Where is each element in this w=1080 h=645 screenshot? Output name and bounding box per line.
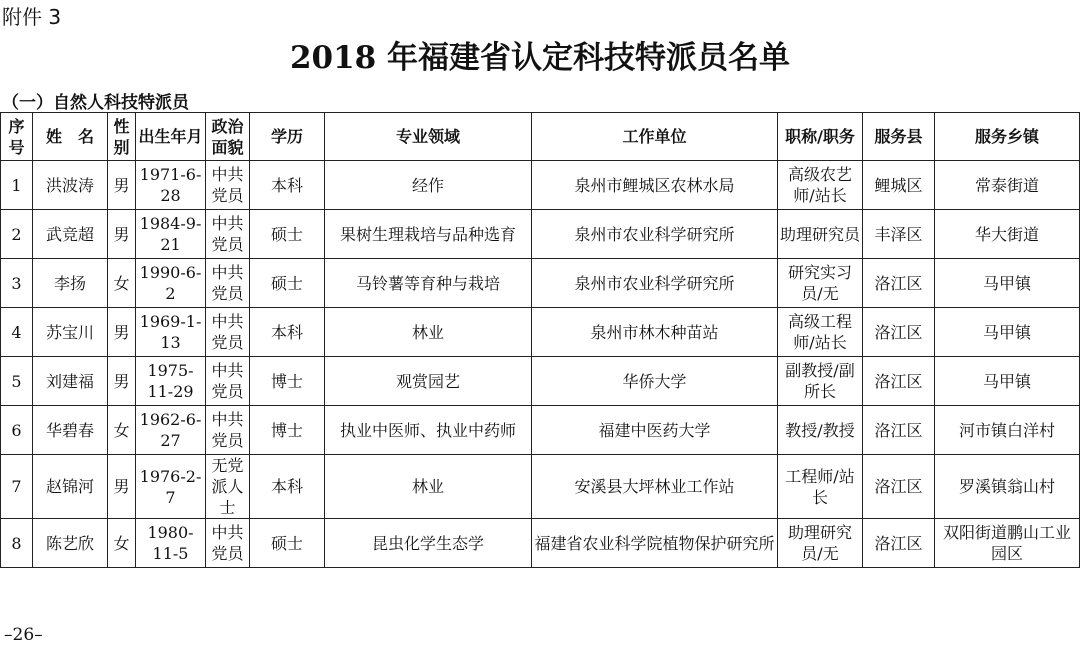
cell-birth: 1976-2-7 (136, 455, 206, 519)
cell-education: 博士 (250, 406, 325, 455)
cell-town: 马甲镇 (935, 308, 1080, 357)
cell-gender: 男 (108, 308, 136, 357)
col-header-field: 专业领域 (325, 113, 532, 161)
cell-employer: 福建中医药大学 (532, 406, 778, 455)
cell-employer: 泉州市农业科学研究所 (532, 210, 778, 259)
attachment-label: 附件 3 (2, 5, 62, 29)
cell-employer: 泉州市鲤城区农林水局 (532, 161, 778, 210)
cell-birth: 1962-6-27 (136, 406, 206, 455)
cell-education: 本科 (250, 161, 325, 210)
cell-name: 赵锦河 (33, 455, 108, 519)
cell-gender: 男 (108, 455, 136, 519)
cell-employer: 华侨大学 (532, 357, 778, 406)
cell-title: 教授/教授 (778, 406, 863, 455)
col-header-education: 学历 (250, 113, 325, 161)
cell-political: 中共党员 (206, 406, 250, 455)
cell-town: 马甲镇 (935, 259, 1080, 308)
cell-employer: 泉州市农业科学研究所 (532, 259, 778, 308)
cell-county: 洛江区 (863, 308, 935, 357)
cell-name: 苏宝川 (33, 308, 108, 357)
cell-index: 5 (1, 357, 33, 406)
col-header-gender: 性别 (108, 113, 136, 161)
cell-education: 硕士 (250, 210, 325, 259)
table-row (1, 455, 1080, 519)
cell-name: 洪波涛 (33, 161, 108, 210)
cell-index: 4 (1, 308, 33, 357)
cell-field: 林业 (325, 308, 532, 357)
cell-town: 罗溪镇翁山村 (935, 455, 1080, 519)
cell-birth: 1971-6-28 (136, 161, 206, 210)
cell-political: 无党派人士 (206, 455, 250, 519)
cell-field: 经作 (325, 161, 532, 210)
table-row (1, 308, 1080, 357)
col-header-political: 政治面貌 (206, 113, 250, 161)
col-header-county: 服务县 (863, 113, 935, 161)
cell-education: 本科 (250, 308, 325, 357)
cell-index: 6 (1, 406, 33, 455)
col-header-index: 序号 (1, 113, 33, 161)
cell-index: 3 (1, 259, 33, 308)
col-header-birth: 出生年月 (136, 113, 206, 161)
col-header-name: 姓 名 (33, 113, 108, 161)
table-row (1, 519, 1080, 568)
cell-field: 林业 (325, 455, 532, 519)
cell-county: 鲤城区 (863, 161, 935, 210)
cell-gender: 男 (108, 161, 136, 210)
cell-education: 本科 (250, 455, 325, 519)
cell-index: 8 (1, 519, 33, 568)
cell-town: 华大街道 (935, 210, 1080, 259)
cell-birth: 1990-6-2 (136, 259, 206, 308)
cell-birth: 1984-9-21 (136, 210, 206, 259)
cell-index: 1 (1, 161, 33, 210)
cell-title: 工程师/站长 (778, 455, 863, 519)
col-header-employer: 工作单位 (532, 113, 778, 161)
cell-field: 观赏园艺 (325, 357, 532, 406)
cell-county: 丰泽区 (863, 210, 935, 259)
table-row (1, 406, 1080, 455)
cell-name: 华碧春 (33, 406, 108, 455)
col-header-town: 服务乡镇 (935, 113, 1080, 161)
cell-employer: 福建省农业科学院植物保护研究所 (532, 519, 778, 568)
cell-town: 双阳街道鹏山工业园区 (935, 519, 1080, 568)
cell-town: 常泰街道 (935, 161, 1080, 210)
cell-index: 7 (1, 455, 33, 519)
table-header-row (1, 113, 1080, 161)
cell-county: 洛江区 (863, 357, 935, 406)
cell-political: 中共党员 (206, 308, 250, 357)
cell-county: 洛江区 (863, 519, 935, 568)
cell-political: 中共党员 (206, 259, 250, 308)
cell-title: 助理研究员 (778, 210, 863, 259)
table-row (1, 161, 1080, 210)
cell-town: 马甲镇 (935, 357, 1080, 406)
roster-table (0, 112, 1080, 568)
cell-title: 高级农艺师/站长 (778, 161, 863, 210)
cell-birth: 1980-11-5 (136, 519, 206, 568)
cell-county: 洛江区 (863, 406, 935, 455)
cell-field: 马铃薯等育种与栽培 (325, 259, 532, 308)
cell-field: 果树生理栽培与品种选育 (325, 210, 532, 259)
cell-birth: 1975-11-29 (136, 357, 206, 406)
table-row (1, 259, 1080, 308)
cell-name: 刘建福 (33, 357, 108, 406)
col-header-title: 职称/职务 (778, 113, 863, 161)
cell-field: 昆虫化学生态学 (325, 519, 532, 568)
cell-gender: 男 (108, 210, 136, 259)
cell-name: 武竞超 (33, 210, 108, 259)
cell-education: 博士 (250, 357, 325, 406)
cell-title: 助理研究员/无 (778, 519, 863, 568)
cell-title: 研究实习员/无 (778, 259, 863, 308)
cell-political: 中共党员 (206, 210, 250, 259)
cell-gender: 男 (108, 357, 136, 406)
cell-gender: 女 (108, 406, 136, 455)
section-heading: （一）自然人科技特派员 (2, 93, 189, 113)
document-title: 2018 年福建省认定科技特派员名单 (289, 40, 791, 76)
cell-name: 陈艺欣 (33, 519, 108, 568)
cell-gender: 女 (108, 259, 136, 308)
cell-field: 执业中医师、执业中药师 (325, 406, 532, 455)
table-row (1, 357, 1080, 406)
table-row (1, 210, 1080, 259)
page-number: –26– (4, 625, 43, 645)
cell-employer: 安溪县大坪林业工作站 (532, 455, 778, 519)
cell-political: 中共党员 (206, 519, 250, 568)
cell-education: 硕士 (250, 259, 325, 308)
cell-political: 中共党员 (206, 357, 250, 406)
cell-gender: 女 (108, 519, 136, 568)
cell-name: 李扬 (33, 259, 108, 308)
cell-town: 河市镇白洋村 (935, 406, 1080, 455)
cell-index: 2 (1, 210, 33, 259)
cell-county: 洛江区 (863, 259, 935, 308)
cell-employer: 泉州市林木种苗站 (532, 308, 778, 357)
cell-county: 洛江区 (863, 455, 935, 519)
cell-birth: 1969-1-13 (136, 308, 206, 357)
cell-title: 高级工程师/站长 (778, 308, 863, 357)
cell-title: 副教授/副所长 (778, 357, 863, 406)
cell-education: 硕士 (250, 519, 325, 568)
cell-political: 中共党员 (206, 161, 250, 210)
